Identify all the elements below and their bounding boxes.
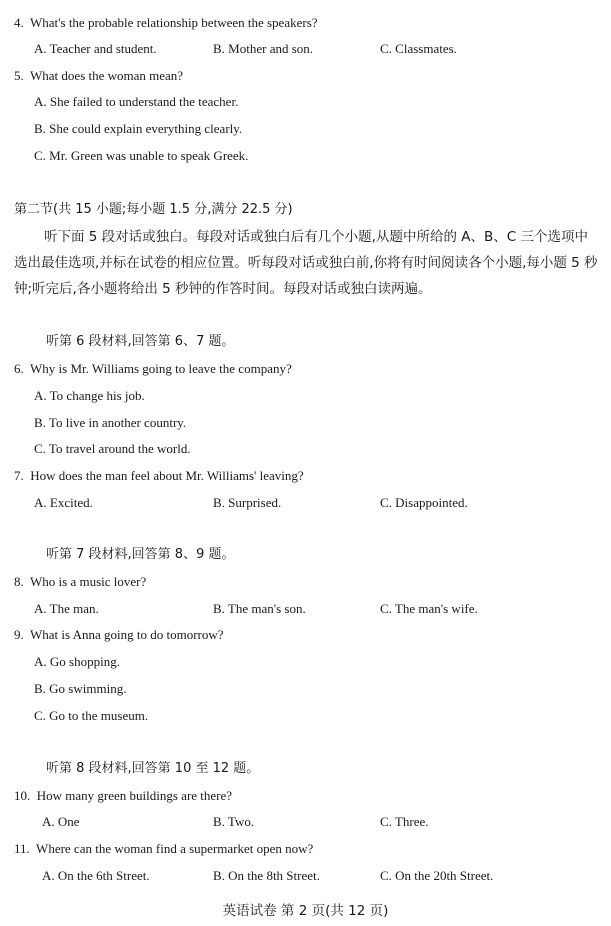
question-6 <box>14 361 292 377</box>
question-text: Why is Mr. Williams going to leave the company? <box>30 361 292 376</box>
option-b: B. Two. <box>213 814 255 829</box>
question-number: 6. <box>14 361 24 376</box>
option-a: A. The man. <box>34 601 99 616</box>
question-7 <box>14 468 304 484</box>
question-text: Where can the woman find a supermarket open now? <box>36 841 314 856</box>
option-a: A. Go shopping. <box>34 654 120 669</box>
question-10 <box>14 788 232 804</box>
option-b: B. The man's son. <box>213 601 306 616</box>
option-b: B. Surprised. <box>213 495 282 510</box>
option-c: C. Disappointed. <box>380 495 468 510</box>
option-c: C. Go to the museum. <box>34 708 149 723</box>
question-text: How many green buildings are there? <box>36 788 233 803</box>
material-8-heading: 听第 8 段材料,回答第 10 至 12 题。 <box>46 761 260 776</box>
option-b: B. Mother and son. <box>213 41 314 56</box>
option-c: C. Classmates. <box>380 41 457 56</box>
question-9 <box>14 627 224 643</box>
material-6-heading: 听第 6 段材料,回答第 6、7 题。 <box>46 334 235 349</box>
option-c: C. Mr. Green was unable to speak Greek. <box>34 148 249 163</box>
question-number: 7. <box>14 468 24 483</box>
question-number: 8. <box>14 574 24 589</box>
option-b: B. She could explain everything clearly. <box>34 121 243 136</box>
option-b: B. On the 8th Street. <box>213 868 320 883</box>
option-a: A. One <box>42 814 80 829</box>
question-number: 4. <box>14 15 24 30</box>
material-7-heading: 听第 7 段材料,回答第 8、9 题。 <box>46 547 235 562</box>
question-4 <box>14 15 318 31</box>
question-11 <box>14 841 313 857</box>
section-heading: 第二节(共 15 小题;每小题 1.5 分,满分 22.5 分) <box>14 202 293 217</box>
option-a: A. On the 6th Street. <box>42 868 150 883</box>
option-c: C. The man's wife. <box>380 601 478 616</box>
option-b: B. To live in another country. <box>34 415 187 430</box>
question-text: What is Anna going to do tomorrow? <box>30 627 224 642</box>
option-a: A. Teacher and student. <box>34 41 157 56</box>
question-text: Who is a music lover? <box>30 574 147 589</box>
question-5 <box>14 68 183 84</box>
option-c: C. Three. <box>380 814 429 829</box>
option-b: B. Go swimming. <box>34 681 127 696</box>
question-text: What does the woman mean? <box>30 68 184 83</box>
page-footer: 英语试卷 第 2 页(共 12 页) <box>222 903 389 919</box>
question-text: What's the probable relationship between the speakers? <box>30 15 318 30</box>
question-number: 10. <box>14 788 31 803</box>
section-instructions: 听下面 5 段对话或独白。每段对话或独白后有几个小题,从题中所给的 A、B、C 三个选项中选出最佳选项,并标在试卷的相应位置。听每段对话或独白前,你将有时间阅读各个小题,每小题 5 秒钟;听完后,各小题将给出 5 秒钟的作答时间。每段对话或独白读两遍。 <box>14 229 598 297</box>
question-text: How does the man feel about Mr. Williams' leaving? <box>30 468 304 483</box>
question-number: 9. <box>14 627 24 642</box>
question-number: 11. <box>14 841 30 856</box>
option-a: A. Excited. <box>34 495 93 510</box>
option-c: C. To travel around the world. <box>34 441 191 456</box>
option-a: A. To change his job. <box>34 388 145 403</box>
question-number: 5. <box>14 68 24 83</box>
question-8 <box>14 574 146 590</box>
option-a: A. She failed to understand the teacher. <box>34 94 239 109</box>
option-c: C. On the 20th Street. <box>380 868 494 883</box>
